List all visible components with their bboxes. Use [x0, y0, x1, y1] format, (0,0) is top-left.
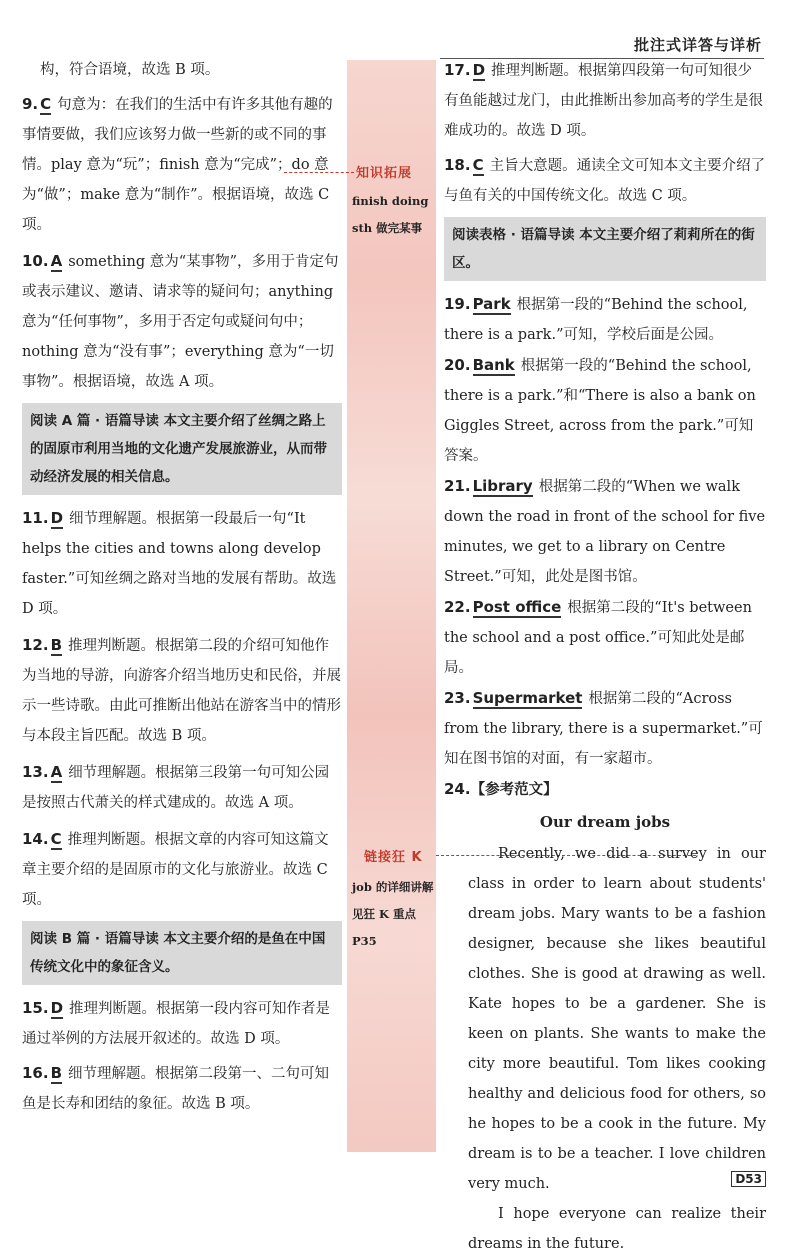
answer-key: Supermarket [472, 689, 583, 707]
question-number: 23. [444, 689, 471, 707]
question-number: 16. [22, 1064, 49, 1082]
question-number: 10. [22, 252, 49, 270]
question-number: 24. [444, 780, 471, 798]
answer-20 [444, 350, 766, 471]
guide-tag: 阅读 A 篇 · 语篇导读 [30, 413, 159, 429]
question-number: 22. [444, 598, 471, 616]
answer-10 [22, 246, 342, 397]
explanation: 细节理解题。根据第二段第一、二句可知鱼是长寿和团结的象征。故选 B 项。 [22, 1066, 330, 1112]
answer-12 [22, 630, 342, 751]
explanation: 推理判断题。根据文章的内容可知这篇文章主要介绍的是固原市的文化与旅游业。故选 C 项。 [22, 832, 329, 908]
explanation: 根据第一段的“Behind the school, there is a park.”可知，学校后面是公园。 [444, 297, 748, 343]
answer-key: D [50, 509, 64, 527]
note-title-knowledge: 知识拓展 [356, 166, 413, 181]
sample-essay-label: 【参考范文】 [470, 781, 558, 798]
answer-key: C [40, 95, 52, 113]
continued-text: 构，符合语境，故选 B 项。 [40, 62, 220, 78]
answer-19 [444, 289, 766, 350]
explanation: 主旨大意题。通读全文可知本文主要介绍了与鱼有关的中国传统文化。故选 C 项。 [444, 158, 766, 204]
answer-24 [444, 774, 766, 805]
guide-text: 本文主要介绍了丝绸之路上的固原市利用当地的文化遗产发展旅游业，从而带动经济发展的相关信息。 [30, 413, 327, 485]
answer-key: C [50, 830, 62, 848]
answer-key: D [50, 999, 64, 1017]
answer-key: B [50, 636, 63, 654]
explanation: 根据第二段的“Across from the library, there is a supermarket.”可知在图书馆的对面，有一家超市。 [444, 691, 763, 767]
answer-22 [444, 592, 766, 683]
explanation: 细节理解题。根据第三段第一句可知公园是按照古代萧关的样式建成的。故选 A 项。 [22, 765, 330, 811]
essay-paragraph-2: I hope everyone can realize their dreams in the future. [468, 1206, 766, 1252]
explanation: 推理判断题。根据第四段第一句可知很少有鱼能越过龙门，由此推断出参加高考的学生是很难成功的。故选 D 项。 [444, 63, 763, 139]
explanation: 根据第一段的“Behind the school, there is a park.”和“There is also a bank on Giggles Street, across from the park.”可知答案。 [444, 358, 756, 464]
note-title-link: 链接狂 K [364, 850, 423, 865]
answer-key: Park [472, 295, 511, 313]
guide-text: 本文主要介绍的是鱼在中国传统文化中的象征含义。 [30, 931, 326, 975]
note-text-knowledge: finish doing sth 做完某事 [352, 194, 429, 235]
answer-key: A [50, 763, 63, 781]
explanation: 句意为：在我们的生活中有许多其他有趣的事情要做，我们应该努力做一些新的或不同的事情。play 意为“玩”；finish 意为“完成”；do 意为“做”；make 意为“制作”。根据语境，故选 C 项。 [22, 97, 333, 233]
question-number: 13. [22, 763, 49, 781]
answer-key: Bank [472, 356, 515, 374]
question-number: 12. [22, 636, 49, 654]
answer-17 [444, 55, 766, 146]
page-header: 批注式详答与详析 [633, 36, 762, 54]
answer-13 [22, 757, 342, 818]
answer-key: C [472, 156, 484, 174]
answer-16 [22, 1058, 342, 1119]
question-number: 15. [22, 999, 49, 1017]
question-number: 18. [444, 156, 471, 174]
question-number: 21. [444, 477, 471, 495]
reading-b-guide [22, 921, 342, 985]
answer-key: Library [472, 477, 533, 495]
reading-a-guide [22, 403, 342, 495]
answer-key: B [50, 1064, 63, 1082]
page-number: D53 [731, 1171, 766, 1187]
guide-tag: 阅读 B 篇 · 语篇导读 [30, 931, 159, 947]
question-number: 19. [444, 295, 471, 313]
answer-15 [22, 993, 342, 1054]
explanation: 根据第二段的“When we walk down the road in front of the school for five minutes, we get to a library on Centre Street.”可知，此处是图书馆。 [444, 479, 766, 585]
explanation: 推理判断题。根据第一段内容可知作者是通过举例的方法展开叙述的。故选 D 项。 [22, 1001, 331, 1047]
question-number: 14. [22, 830, 49, 848]
question-number: 9. [22, 95, 39, 113]
question-number: 20. [444, 356, 471, 374]
guide-tag: 阅读表格 · 语篇导读 [452, 227, 575, 243]
essay-paragraph-1: Recently, we did a survey in our class in order to learn about students' dream jobs. Mary wants to be a fashion designer, because she likes beautiful clothes. She is good at drawing as well. Kate hopes to be a gardener. She is keen on plants. She wants to make the city more beautiful. Tom likes cooking healthy and delicious food for others, so he hopes to be a cook in the future. My dream is to be a teacher. I love children very much. [468, 846, 766, 1192]
left-column [22, 55, 342, 1119]
question-number: 17. [444, 61, 471, 79]
answer-23 [444, 683, 766, 774]
explanation: 根据第二段的“It's between the school and a post office.”可知此处是邮局。 [444, 600, 752, 676]
answer-14 [22, 824, 342, 915]
answer-key: Post office [472, 598, 562, 616]
answer-9 [22, 89, 342, 240]
note-text-link: job 的详细讲解见狂 K 重点 P35 [352, 880, 434, 948]
answer-18 [444, 150, 766, 211]
answer-key: D [472, 61, 486, 79]
explanation: 细节理解题。根据第一段最后一句“It helps the cities and towns along develop faster.”可知丝绸之路对当地的发展有帮助。故选 D 项。 [22, 511, 337, 617]
answer-11 [22, 503, 342, 624]
guide-text: 本文主要介绍了莉莉所在的街区。 [452, 227, 755, 271]
answer-key: A [50, 252, 63, 270]
reading-table-guide [444, 217, 766, 281]
answer-21 [444, 471, 766, 592]
question-number: 11. [22, 509, 49, 527]
explanation: 推理判断题。根据第二段的介绍可知他作为当地的导游，向游客介绍当地历史和民俗，并展示一些诗歌。由此可推断出他站在游客当中的情形与本段主旨匹配。故选 B 项。 [22, 638, 341, 744]
right-column [444, 55, 766, 1259]
explanation: something 意为“某事物”，多用于肯定句或表示建议、邀请、请求等的疑问句；anything 意为“任何事物”，多用于否定句或疑问句中；nothing 意为“没有事”；everything 意为“一切事物”。根据语境，故选 A 项。 [22, 254, 339, 390]
essay-title: Our dream jobs [539, 813, 671, 831]
